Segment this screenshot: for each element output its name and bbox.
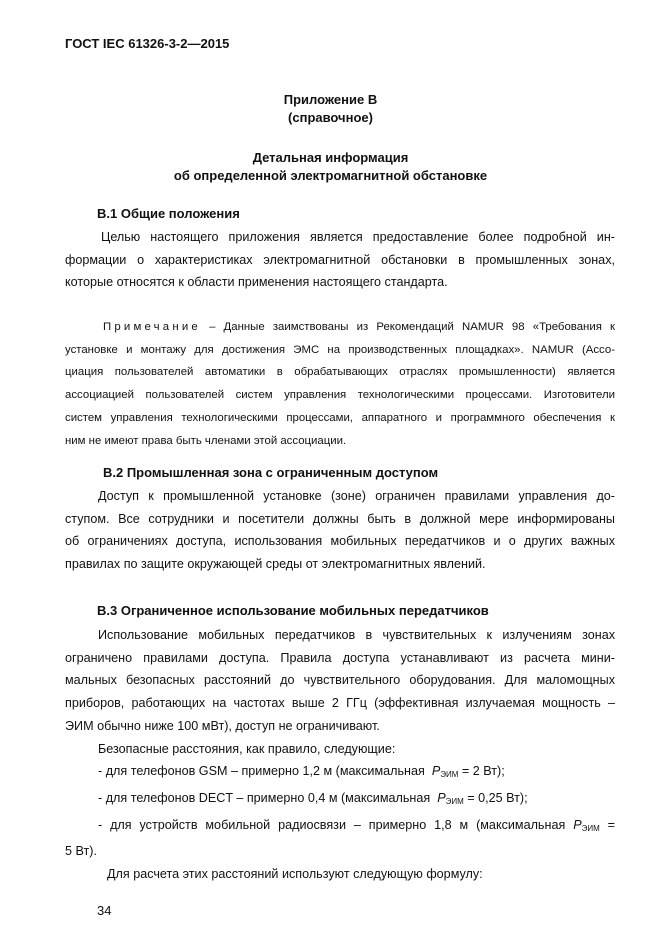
paragraph-line: приборов, работающих на частотах выше 2 ГГц (эффективная излучаемая мощность – — [65, 696, 615, 711]
list-intro: Безопасные расстояния, как правило, следующие: — [98, 741, 396, 756]
note-line: ассоциацией пользователей систем управления технологическими процессами. Изготовители — [65, 389, 615, 402]
paragraph-line: которые относятся к области применения настоящего стандарта. — [65, 275, 448, 290]
paragraph-line: Доступ к промышленной установке (зоне) ограничен правилами управления до- — [98, 489, 615, 503]
section2-title: В.2 Промышленная зона с ограниченным доступом — [103, 465, 439, 480]
paragraph-line: ступом. Все сотрудники и посетители должны быть в должной мере информированы — [65, 511, 615, 526]
section1-paragraph — [65, 226, 615, 294]
section1-title: В.1 Общие положения — [97, 206, 240, 221]
paragraph-line: ЭИМ обычно ниже 100 мВт), доступ не ограничивают. — [65, 718, 380, 733]
formula-intro: Для расчета этих расстояний используют следующую формулу: — [107, 867, 483, 882]
note-line: систем управления технологическими процессами, аппаратного и программного обеспечения к — [65, 411, 615, 424]
appendix-subtitle: (справочное) — [288, 110, 373, 125]
note-line — [65, 316, 615, 339]
note-line: циация пользователей автоматики в обрабатывающих отраслях промышленности) является — [65, 366, 615, 379]
paragraph-line: формации о характеристиках электромагнитной обстановки в промышленных зонах, — [65, 252, 615, 267]
note-text: – Данные заимствованы из Рекомендаций NAMUR 98 «Требования к — [209, 321, 615, 333]
paragraph-line: Использование мобильных передатчиков в чувствительных к излучениям зонах — [98, 628, 615, 642]
document-code: ГОСТ IEC 61326-3-2—2015 — [65, 36, 230, 51]
paragraph-line: Целью настоящего приложения является предоставление более подробной ин- — [101, 230, 615, 244]
list-item: - для телефонов GSM – примерно 1,2 м (максимальная $P_{ЭИМ} = 2$ Вт); — [98, 764, 505, 780]
section2-paragraph — [65, 485, 615, 576]
appendix-title: Приложение В — [283, 92, 378, 107]
appendix-heading-line1: Детальная информация — [252, 150, 409, 165]
note-label: Примечание — [103, 321, 201, 333]
note-line: установке и монтажу для достижения ЭМС на производственных площадках». NAMUR (Ассо- — [65, 343, 615, 356]
paragraph-line: об ограничениях доступа, использования мобильных передатчиков и о других важных — [65, 534, 615, 549]
list-item-continuation: 5 Вт). — [65, 844, 97, 859]
paragraph-line: правилах по защите окружающей среды от электромагнитных явлений. — [65, 557, 486, 572]
section3-title: В.3 Ограниченное использование мобильных передатчиков — [97, 603, 489, 618]
section3-paragraph — [65, 624, 615, 886]
note-line: ним не имеют права быть членами этой ассоциации. — [65, 434, 347, 447]
note-block — [65, 316, 615, 452]
list-item: - для устройств мобильной радиосвязи – примерно 1,8 м (максимальная $P_{ЭИМ}$ = — [98, 817, 616, 833]
page-number: 34 — [97, 903, 112, 918]
appendix-heading-line2: об определенной электромагнитной обстановке — [173, 168, 488, 183]
list-item: - для телефонов DECT – примерно 0,4 м (максимальная $P_{ЭИМ} = 0,25$ Вт); — [98, 790, 528, 806]
paragraph-line: ограничено правилами доступа. Правила доступа устанавливают из расчета мини- — [65, 650, 615, 665]
paragraph-line: мальных безопасных расстояний до чувствительного оборудования. Для маломощных — [65, 673, 615, 688]
